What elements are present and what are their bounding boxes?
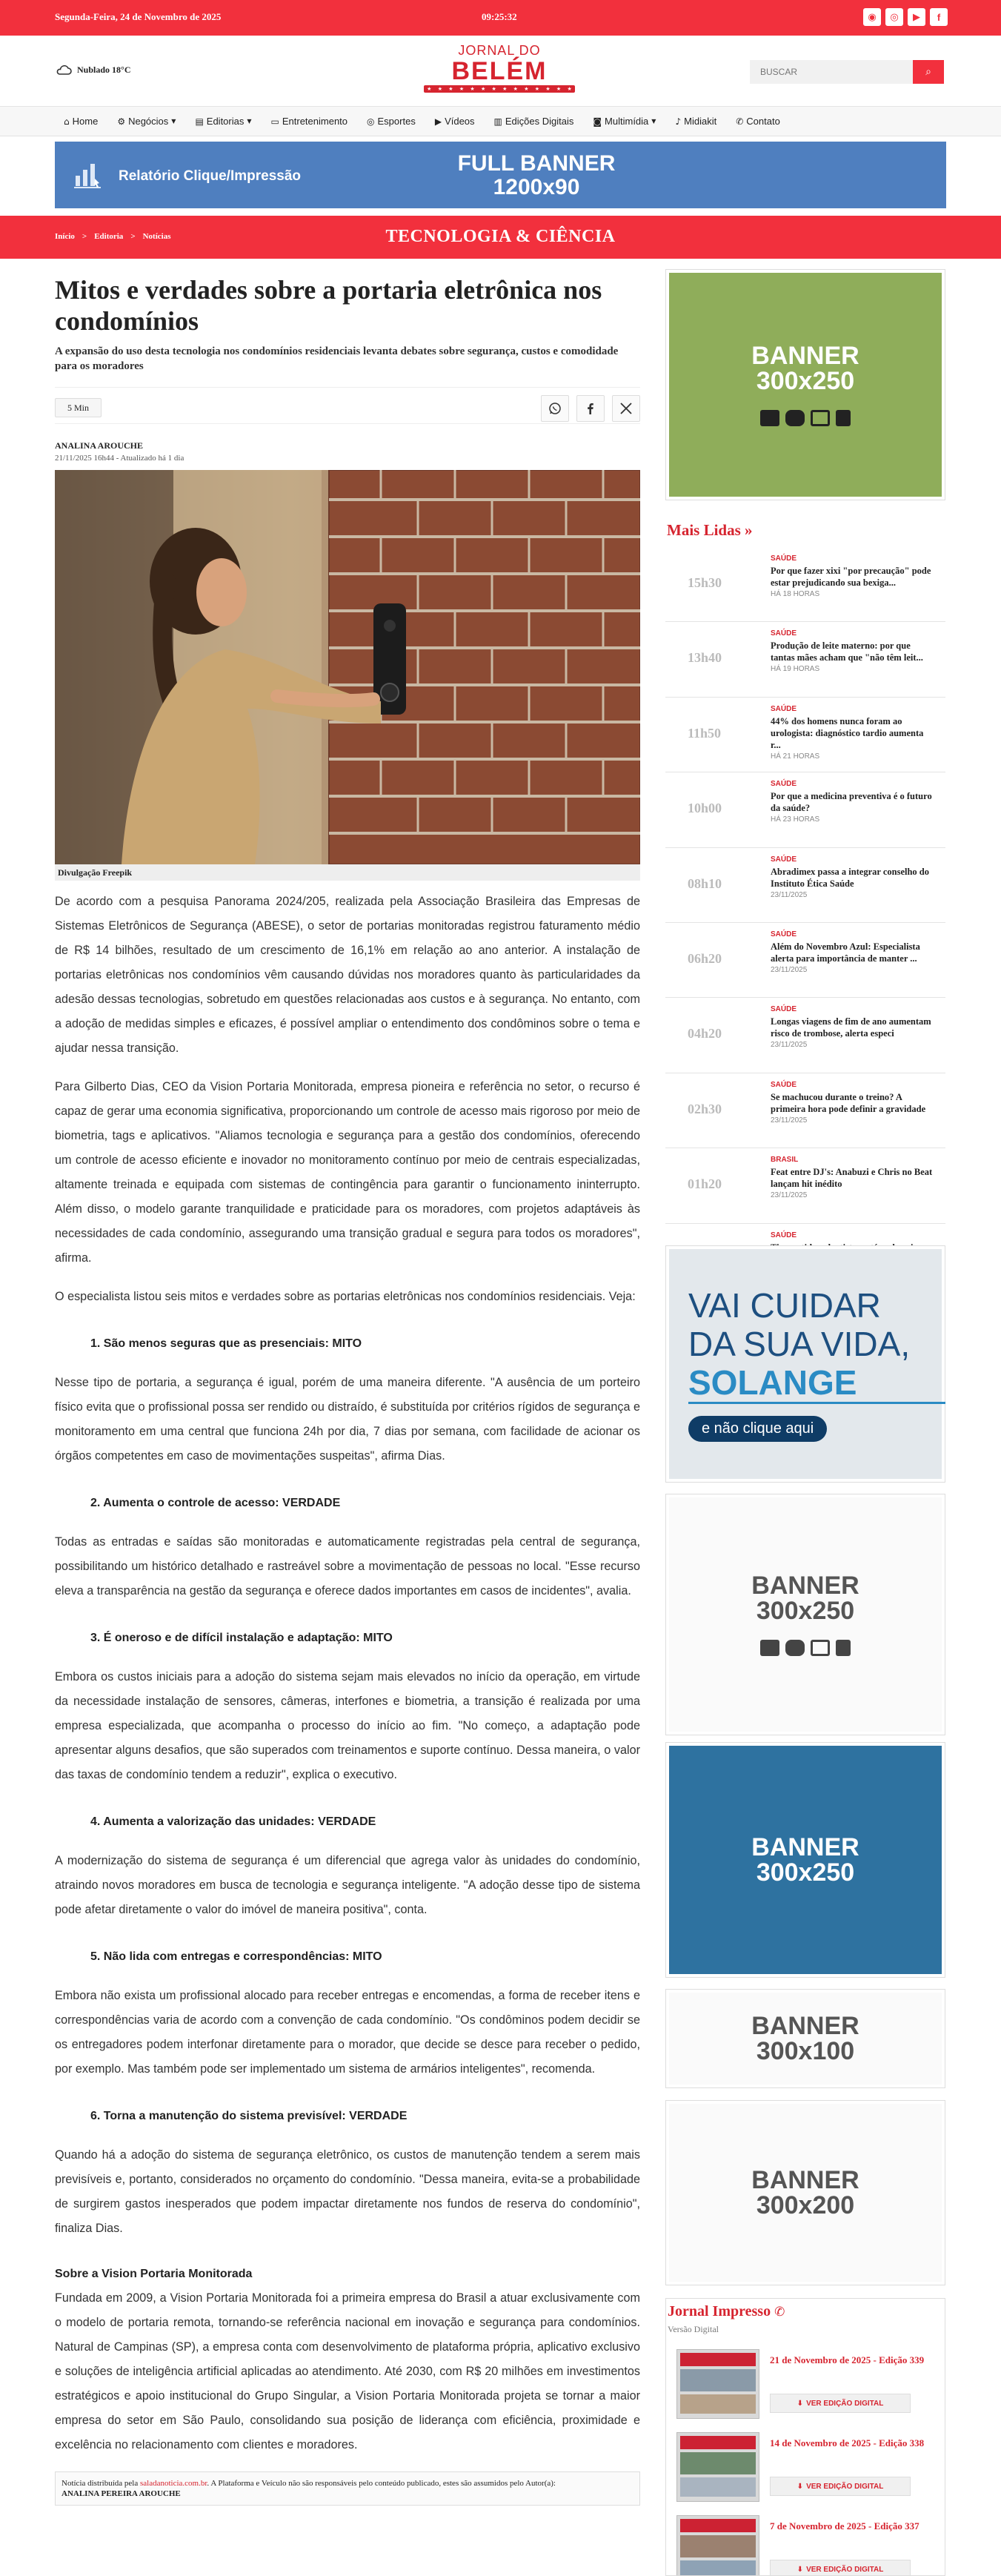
note-suffix: . A Plataforma e Veículo não são responsáveis pelo conteúdo publicado, estes são assumidos pelo Autor(a): <box>207 2479 556 2488</box>
article-meta-row <box>55 387 640 424</box>
nav-label: Vídeos <box>445 116 475 127</box>
item-headline[interactable]: Por que fazer xixi "por precaução" pode estar prejudicando sua bexiga... <box>771 566 931 588</box>
whatsapp-share-button[interactable] <box>541 395 569 422</box>
article-paragraph: Para Gilberto Dias, CEO da Vision Portaria Monitorada, empresa pioneira e referência no setor, o recurso é capaz de gerar uma economia significativa, proporcionando um controle de acesso mais rigoroso por meio de biometria, tags e aplicativos. "Aliamos tecnologia e segurança para a gestão dos condomínios, oferecendo um controle de acesso eficiente e inovador no monitoramento contínuo por meio de centrais especializadas, altamente treinada e equipada com sistemas de contingência para garantir o funcionamento ininterrupto. Além disso, o modelo garante tranquilidade e praticidade para os moradores, com projetos adaptáveis às necessidades de cada condomínio, assegurando uma transição gradual e segura para todos os moradores", afirma. <box>55 1080 640 1265</box>
item-ago: HÁ 19 HORAS <box>771 665 820 674</box>
view-edition-button[interactable] <box>770 2560 911 2576</box>
mais-lidas-title[interactable]: Mais Lidas » <box>667 521 753 539</box>
note-author: ANALINA PEREIRA AROUCHE <box>61 2489 181 2498</box>
nav-label: Contato <box>746 116 780 127</box>
banner-title: BANNER <box>751 342 859 370</box>
breadcrumb-separator: > <box>130 232 136 241</box>
video-icon <box>785 1640 805 1656</box>
item-text <box>771 1005 934 1049</box>
sidebar-banner-3[interactable] <box>665 1742 945 1978</box>
edition-label[interactable]: 7 de Novembro de 2025 - Edição 337 <box>770 2520 919 2532</box>
chevron-down-icon: ▼ <box>171 118 176 125</box>
nav-label: Home <box>72 116 99 127</box>
section-heading: 4. Aumenta a valorização das unidades: VERDADE <box>90 1815 376 1828</box>
ball-icon: ◎ <box>367 116 375 127</box>
article-photo <box>55 470 640 864</box>
phone-icon: ✆ <box>736 116 744 127</box>
item-category: SAÚDE <box>771 704 797 713</box>
sidebar-banner-2[interactable] <box>665 1494 945 1735</box>
instagram-icon[interactable]: ◎ <box>885 8 903 26</box>
article-body <box>55 890 640 2457</box>
play-icon: ▶ <box>434 116 442 127</box>
list-item[interactable] <box>665 622 945 697</box>
nav-list <box>64 116 780 127</box>
photo-caption: Divulgação Freepik <box>55 864 640 881</box>
breadcrumb-noticias[interactable]: Notícias <box>142 232 171 241</box>
item-category: SAÚDE <box>771 930 797 938</box>
category-bar <box>0 216 1001 259</box>
item-text <box>771 855 934 899</box>
solange-banner-ad[interactable] <box>665 1245 945 1483</box>
whatsapp-icon <box>548 402 562 415</box>
breadcrumb-separator: > <box>82 232 87 241</box>
banner-title: BANNER <box>751 2166 859 2194</box>
item-text <box>771 629 934 673</box>
banner-3-content <box>669 1746 942 1974</box>
media-icons <box>760 410 851 426</box>
read-time-badge: 5 Min <box>55 398 102 417</box>
x-share-button[interactable] <box>612 395 640 422</box>
item-headline[interactable]: Por que a medicina preventiva é o futuro da saúde? <box>771 791 932 814</box>
item-headline[interactable]: Longas viagens de fim de ano aumentam risco de trombose, alerta especi <box>771 1016 931 1039</box>
download-icon: ⬇ <box>797 2399 804 2408</box>
code-icon <box>811 410 830 426</box>
nav-item-entretenimento[interactable] <box>271 116 348 127</box>
item-text <box>771 705 934 761</box>
site-header <box>0 36 1001 107</box>
logo-line2: BELÉM <box>451 57 548 85</box>
category-title: TECNOLOGIA & CIÊNCIA <box>385 227 616 246</box>
banner-size: 300x250 <box>756 367 855 395</box>
item-ago: 23/11/2025 <box>771 1191 808 1200</box>
sidebar-banner-1[interactable] <box>665 269 945 500</box>
item-text <box>771 930 934 974</box>
phone-icon: ✆ <box>774 2305 785 2320</box>
article-date: 21/11/2025 16h44 - Atualizado há 1 dia <box>55 454 184 463</box>
article-paragraph: Embora os custos iniciais para a adoção do sistema sejam mais elevados no início da operação, em virtude da necessidade instalação de sensores, câmeras, interfones e biometria, a transição é realizada por uma empresa especializada, que acompanha o processo do início ao fim. "No começo, a adaptação pode apresentar alguns desafios, que são superados com treinamentos e suporte contínuo. Dessa maneira, o valor das taxas de condomínio tendem a reduzir", explica o executivo. <box>55 1670 640 1781</box>
logo-stars: ★ ★ ★ ★ ★ ★ ★ ★ ★ ★ ★ ★ ★ ★ <box>424 85 575 93</box>
share-buttons <box>541 395 640 422</box>
article-author[interactable]: ANALINA AROUCHE <box>55 440 144 451</box>
top-bar <box>0 0 1001 36</box>
jornal-title[interactable] <box>668 2303 785 2320</box>
image-icon <box>760 1640 779 1656</box>
nav-label: Entretenimento <box>282 116 348 127</box>
item-time: 01h20 <box>688 1176 722 1192</box>
nav-label: Negócios <box>128 116 169 127</box>
banner-title-text: FULL BANNER <box>457 151 616 176</box>
banner-size: 300x100 <box>756 2037 855 2065</box>
weather-text: Nublado 18°C <box>77 64 131 75</box>
article-paragraph: Nesse tipo de portaria, a segurança é igual, porém de uma maneira diferente. "A ausência de um porteiro físico evita que o profissional possa ser rendido ou distraído, é substituída por critérios rígidos de segurança e monitoramento em uma central que funciona 24h por dia, 7 dias por semana, com facilidade de acionar os órgãos competentes em caso de movimentações suspeitas", afirma Dias. <box>55 1376 640 1463</box>
article-subtitle: A expansão do uso desta tecnologia nos condomínios residenciais levanta debates sobre segurança, custos e comodidade para os moradores <box>55 345 619 372</box>
youtube-icon[interactable]: ▶ <box>908 8 925 26</box>
logo-line1: JORNAL DO <box>458 43 541 58</box>
facebook-icon <box>584 402 597 415</box>
section-heading: 1. São menos seguras que as presenciais: MITO <box>90 1337 362 1350</box>
facebook-share-button[interactable] <box>576 395 605 422</box>
sidebar-banner-5[interactable] <box>665 2100 945 2285</box>
banner-size: 300x250 <box>756 1858 855 1887</box>
item-headline[interactable]: 44% dos homens nunca foram ao urologista: diagnóstico tardio aumenta r... <box>771 715 924 750</box>
sidebar-banner-4[interactable] <box>665 1989 945 2088</box>
weather-widget <box>55 64 131 76</box>
banner-size: 300x200 <box>756 2191 855 2219</box>
item-time: 02h30 <box>688 1101 722 1116</box>
bell-icon: ♪ <box>675 116 682 127</box>
view-edition-button[interactable] <box>770 2394 911 2413</box>
list-item[interactable] <box>665 923 945 998</box>
banner-title: BANNER <box>751 1572 859 1600</box>
article-title: Mitos e verdades sobre a portaria eletrônica nos condomínios <box>55 275 602 336</box>
tv-icon: ▭ <box>270 116 279 127</box>
about-heading: Sobre a Vision Portaria Monitorada <box>55 2268 253 2280</box>
video-icon <box>785 410 805 426</box>
x-icon <box>619 402 633 415</box>
edition-thumbnail[interactable] <box>676 2515 759 2576</box>
newspaper-icon: ▥ <box>493 116 502 127</box>
home-icon: ⌂ <box>64 116 70 127</box>
item-headline[interactable]: Produção de leite materno: por que tantas mães acham que "não têm leit... <box>771 640 923 663</box>
distribution-note <box>55 2471 640 2506</box>
edition-item <box>676 2432 936 2506</box>
search-icon: ⌕ <box>925 66 931 78</box>
social-links <box>863 8 948 26</box>
item-time: 13h40 <box>688 650 722 666</box>
article-paragraph: De acordo com a pesquisa Panorama 2024/205, realizada pela Associação Brasileira das Empresas de Sistemas Eletrônicos de Segurança (ABESE), o setor de portarias monitoradas registrou faturamento médio de R$ 14 bilhões, resultado de um crescimento de 16,1% em relação ao ano anterior. A instalação de portarias eletrônicas nos condomínios vêm causando dúvidas nos moradores quanto às particularidades da adesão dessas tecnologias, sobretudo em questões relacionadas aos custos e à segurança. No entanto, com a adoção de medidas simples e eficazes, é possível ampliar o entendimento dos condôminos sobre o tema e ajudar nessa transição. <box>55 895 640 1055</box>
list-item[interactable] <box>665 772 945 847</box>
chevron-down-icon: ▼ <box>247 118 252 125</box>
item-time: 08h10 <box>688 875 722 891</box>
nav-label: Editorias <box>206 116 245 127</box>
solange-cta: e não clique aqui <box>688 1416 827 1442</box>
breadcrumb-editoria[interactable]: Editoria <box>94 232 124 241</box>
edition-thumbnail[interactable] <box>676 2349 759 2419</box>
section-heading: 5. Não lida com entregas e correspondências: MITO <box>90 1950 382 1963</box>
download-icon: ⬇ <box>797 2565 804 2574</box>
item-ago: HÁ 21 HORAS <box>771 752 820 761</box>
rss-icon[interactable]: ◉ <box>863 8 881 26</box>
view-edition-button[interactable] <box>770 2477 911 2496</box>
view-edition-label: VER EDIÇÃO DIGITAL <box>806 2399 884 2408</box>
list-item[interactable] <box>665 547 945 622</box>
current-time: 09:25:32 <box>482 11 517 22</box>
view-edition-label: VER EDIÇÃO DIGITAL <box>806 2565 884 2574</box>
article-paragraph: Todas as entradas e saídas são monitoradas e automaticamente registradas pela central de segurança, possibilitando um histórico detalhado e rastreável sobre a movimentação de pessoas no local. "Esse recurso eleva a transparência na gestão da segurança e oferece dados importantes em casos de incidentes", avalia. <box>55 1535 640 1597</box>
search-input[interactable] <box>750 60 913 84</box>
nav-item-home[interactable] <box>64 116 98 127</box>
solange-line2: DA SUA VIDA, <box>688 1325 911 1363</box>
full-banner-ad[interactable] <box>55 142 946 208</box>
item-time: 10h00 <box>688 801 722 816</box>
item-headline[interactable]: Se machucou durante o treino? A primeira hora pode definir a gravidade <box>771 1091 926 1114</box>
item-category: SAÚDE <box>771 780 797 789</box>
camera-icon: ◙ <box>593 116 602 127</box>
download-icon: ⬇ <box>797 2482 804 2491</box>
code-icon <box>811 1640 830 1656</box>
solange-content <box>669 1249 942 1479</box>
item-ago: 23/11/2025 <box>771 965 808 974</box>
item-ago: 23/11/2025 <box>771 890 808 899</box>
item-category: SAÚDE <box>771 1005 797 1014</box>
jornal-subtitle: Versão Digital <box>668 2324 719 2334</box>
edition-label[interactable]: 21 de Novembro de 2025 - Edição 339 <box>770 2354 925 2365</box>
nav-item-edicoes[interactable] <box>494 116 574 127</box>
current-date: Segunda-Feira, 24 de Novembro de 2025 <box>55 11 222 22</box>
item-headline[interactable]: Abradimex passa a integrar conselho do Instituto Ética Saúde <box>771 866 930 889</box>
list-item[interactable] <box>665 698 945 772</box>
item-ago: 23/11/2025 <box>771 1116 808 1125</box>
item-time: 15h30 <box>688 575 722 590</box>
banner-size-text: 1200x90 <box>493 175 580 199</box>
gear-icon: ⚙ <box>117 116 126 127</box>
banner-2-content <box>669 1497 942 1732</box>
nav-item-negocios[interactable] <box>117 116 176 127</box>
banner-1-content <box>669 273 942 497</box>
nav-item-videos[interactable] <box>435 116 475 127</box>
article-paragraph: A modernização do sistema de segurança é um diferencial que agrega valor às unidades do condomínio, atraindo novos moradores em busca de tecnologia e segurança inteligente. "A adoção desse tipo de sistema pode afetar diretamente o valor do imóvel de maneira positiva", conta. <box>55 1854 640 1916</box>
banner-5-content <box>669 2104 942 2282</box>
item-category: SAÚDE <box>771 554 797 563</box>
mais-lidas-list <box>665 547 945 1299</box>
search-button[interactable] <box>913 60 944 84</box>
item-category: SAÚDE <box>771 1080 797 1089</box>
article-paragraph: O especialista listou seis mitos e verdades sobre as portarias eletrônicas nos condomínios residenciais. Veja: <box>55 1290 636 1303</box>
edition-thumbnail[interactable] <box>676 2432 759 2502</box>
source-link[interactable]: saladanoticia.com.br <box>140 2479 207 2488</box>
banner-title <box>425 152 648 199</box>
nav-item-editorias[interactable] <box>195 116 251 127</box>
edition-item <box>676 2349 936 2423</box>
item-time: 11h50 <box>688 725 722 741</box>
banner-4-content <box>669 1993 942 2085</box>
site-logo[interactable] <box>424 43 575 99</box>
article <box>55 274 640 2506</box>
solange-line1: VAI CUIDAR <box>688 1286 881 1325</box>
item-category: SAÚDE <box>771 1231 797 1239</box>
jornal-title-text: Jornal Impresso <box>668 2303 771 2320</box>
book-icon: ▤ <box>195 116 204 127</box>
banner-size: 300x250 <box>756 1597 855 1625</box>
file-icon <box>836 1640 851 1656</box>
nav-label: Edições Digitais <box>505 116 574 127</box>
item-category: BRASIL <box>771 1156 799 1165</box>
breadcrumb-home[interactable]: Início <box>55 232 75 241</box>
banner-label: Relatório Clique/Impressão <box>119 168 302 184</box>
doorbell-photo-illustration <box>55 470 640 864</box>
nav-item-contato[interactable] <box>736 116 780 127</box>
nav-item-multimidia[interactable] <box>593 116 656 127</box>
note-prefix: Notícia distribuída pela <box>61 2479 139 2488</box>
nav-item-midiakit[interactable] <box>675 116 716 127</box>
nav-label: Multimídia <box>605 116 649 127</box>
view-edition-label: VER EDIÇÃO DIGITAL <box>806 2482 884 2491</box>
edition-item <box>676 2515 936 2576</box>
media-icons <box>760 1640 851 1656</box>
section-heading: 2. Aumenta o controle de acesso: VERDADE <box>90 1497 341 1509</box>
item-ago: HÁ 18 HORAS <box>771 590 820 598</box>
chart-icon <box>70 156 105 192</box>
list-item[interactable] <box>665 848 945 923</box>
list-item[interactable] <box>665 1073 945 1148</box>
list-item[interactable] <box>665 1148 945 1223</box>
item-ago: HÁ 23 HORAS <box>771 815 820 824</box>
article-paragraph: Fundada em 2009, a Vision Portaria Monitorada foi a primeira empresa do Brasil a atuar exclusivamente com o modelo de portaria remota, tornando-se referência nacional em inovação e segurança para condomínios. Natural de Campinas (SP), a empresa conta com desenvolvimento de plataforma própria, aplicativo exclusivo e soluções de inteligência artificial aplicadas ao atendimento. Até 2030, com R$ 20 milhões em investimentos estratégicos e apoio institucional do Grupo Singular, a Vision Portaria Monitorada projeta se tornar a maior empresa do setor em São Paulo, consolidando sua posição de liderança com eficiência, proximidade e excelência no relacionamento com clientes e moradores. <box>55 2291 640 2451</box>
nav-item-esportes[interactable] <box>367 116 416 127</box>
item-ago: 23/11/2025 <box>771 1041 808 1050</box>
cloud-icon <box>55 64 73 76</box>
file-icon <box>836 410 851 426</box>
image-icon <box>760 410 779 426</box>
banner-title: BANNER <box>751 1833 859 1861</box>
article-paragraph: Quando há a adoção do sistema de segurança eletrônico, os custos de manutenção tendem a serem mais previsíveis e, portanto, considerados no orçamento do condomínio. "Dessa maneira, evita-se a probabilidade de surgirem gastos inesperados que podem impactar diretamente nos fundos de reserva do condomínio", finaliza Dias. <box>55 2148 640 2235</box>
item-time: 06h20 <box>688 950 722 966</box>
main-nav <box>0 107 1001 136</box>
item-text <box>771 554 934 598</box>
item-text <box>771 1081 934 1125</box>
edition-label[interactable]: 14 de Novembro de 2025 - Edição 338 <box>770 2437 925 2448</box>
item-category: SAÚDE <box>771 629 797 638</box>
item-category: SAÚDE <box>771 855 797 864</box>
section-heading: 3. É oneroso e de difícil instalação e adaptação: MITO <box>90 1632 393 1644</box>
banner-title: BANNER <box>751 2012 859 2040</box>
chevron-down-icon: ▼ <box>651 118 656 125</box>
facebook-icon[interactable]: f <box>930 8 948 26</box>
article-paragraph: Embora não exista um profissional alocado para receber entregas e encomendas, a forma de receber itens e correspondências varia de acordo com a convenção de cada condomínio. "Os condôminos podem decidir se os entregadores podem interfonar diretamente para o morador, que decide se desce para receber o pedido, por exemplo. Mas também pode ser implementado um sistema de armários inteligentes", recomenda. <box>55 1989 640 2076</box>
search-form <box>750 60 944 84</box>
solange-line3: SOLANGE <box>688 1363 945 1404</box>
item-text <box>771 780 934 824</box>
item-headline[interactable]: Além do Novembro Azul: Especialista alerta para importância de manter ... <box>771 941 920 964</box>
item-time: 04h20 <box>688 1026 722 1042</box>
nav-label: Midiakit <box>684 116 717 127</box>
jornal-impresso-widget <box>665 2298 945 2576</box>
item-text <box>771 1156 934 1199</box>
section-heading: 6. Torna a manutenção do sistema previsível: VERDADE <box>90 2110 408 2122</box>
item-headline[interactable]: Feat entre DJ's: Anabuzi e Chris no Beat lançam hit inédito <box>771 1167 933 1190</box>
list-item[interactable] <box>665 998 945 1073</box>
nav-label: Esportes <box>377 116 416 127</box>
